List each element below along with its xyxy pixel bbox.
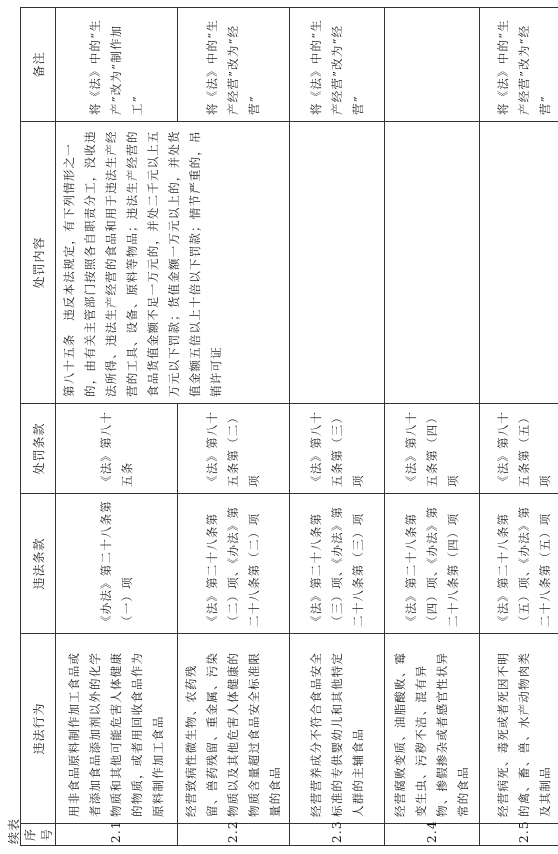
- row-act: 经营营养成分不符合食品安全标准的专供婴幼儿和其他特定人群的主辅食品: [290, 634, 385, 824]
- table-row: [290, 8, 385, 846]
- header-no: 序号: [21, 824, 56, 846]
- row-clause: 《法》第二十八条第（五）项、《办法》第二十八条第（五）项: [480, 494, 558, 634]
- row-act: 经营病死、毒死或者死因不明的禽、畜、兽、水产动物肉类及其制品: [480, 634, 558, 824]
- row-penalty-clause: 《法》第八十五条第（四）项: [385, 404, 480, 494]
- header-act: 违法行为: [21, 634, 56, 824]
- row-note: 将《法》中的“生产经营”改为“经营”: [178, 8, 290, 122]
- row-clause: 《法》第二十八条第（二）项、《办法》第二十八条第（二）项: [178, 494, 290, 634]
- row-penalty-clause: 《法》第八十五条第（二）项: [178, 404, 290, 494]
- row-note: 将《法》中的“生产经营”改为“经营”: [290, 8, 385, 122]
- row-note: [385, 8, 480, 122]
- row-no: 2.3: [290, 824, 385, 846]
- row-clause: 《办法》第二十八条第（一）项: [56, 494, 178, 634]
- header-penalty-clause: 处罚条款: [21, 404, 56, 494]
- header-row: [21, 8, 56, 846]
- row-no: 2.2: [178, 824, 290, 846]
- row-no: 2.4: [385, 824, 480, 846]
- table-row: [56, 8, 178, 846]
- row-note: 将《法》中的“生产经营”改为“经营”: [480, 8, 558, 122]
- row-no: 2.5: [480, 824, 558, 846]
- row-no: 2.1: [56, 824, 178, 846]
- row-note: 将《法》中的“生产”改为“制作加工”: [56, 8, 178, 122]
- row-penalty-clause: 《法》第八十五条第（三）项: [290, 404, 385, 494]
- row-act: 经营致病性微生物、农药残留、兽药残留、重金属、污染物质以及其他危害人体健康的物质含量超过食品安全标准限量的食品: [178, 634, 290, 824]
- row-clause: 《法》第二十八条第（四）项、《办法》第二十八条第（四）项: [385, 494, 480, 634]
- row-penalty-clause: 《法》第八十五条第（五）项: [480, 404, 558, 494]
- row-content: 第八十五条 违反本法规定，有下列情形之一的，由有关主管部门按照各自职责分工，没收违法所得、违法生产经营的食品和用于违法生产经营的工具、设备、原料等物品；违法生产经营的食品货值金额不足一万元的，并处二千元以上五万元以下罚款；货值金额一万元以上的，并处货值金额五倍以上十倍以下罚款；情节严重的，吊销许可证: [56, 122, 290, 404]
- header-note: 备注: [21, 8, 56, 122]
- row-content: [480, 122, 558, 404]
- table-caption: 续表: [7, 817, 21, 844]
- row-act: 用非食品原料制作加工食品或者添加食品添加剂以外的化学物质和其他可能危害人体健康的物质，或者用回收食品作为原料制作加工食品: [56, 634, 178, 824]
- row-penalty-clause: 《法》第八十五条: [56, 404, 178, 494]
- header-clause: 违法条款: [21, 494, 56, 634]
- table-row: [385, 8, 480, 846]
- penalty-table: [20, 7, 558, 846]
- row-content: [385, 122, 480, 404]
- row-act: 经营腐败变质、油脂酸败、霉变生虫、污秽不洁、混有异物、掺假掺杂或者感官性状异常的食品: [385, 634, 480, 824]
- table-row: [480, 8, 558, 846]
- header-content: 处罚内容: [21, 122, 56, 404]
- row-content: [290, 122, 385, 404]
- row-clause: 《法》第二十八条第（三）项、《办法》第二十八条第（三）项: [290, 494, 385, 634]
